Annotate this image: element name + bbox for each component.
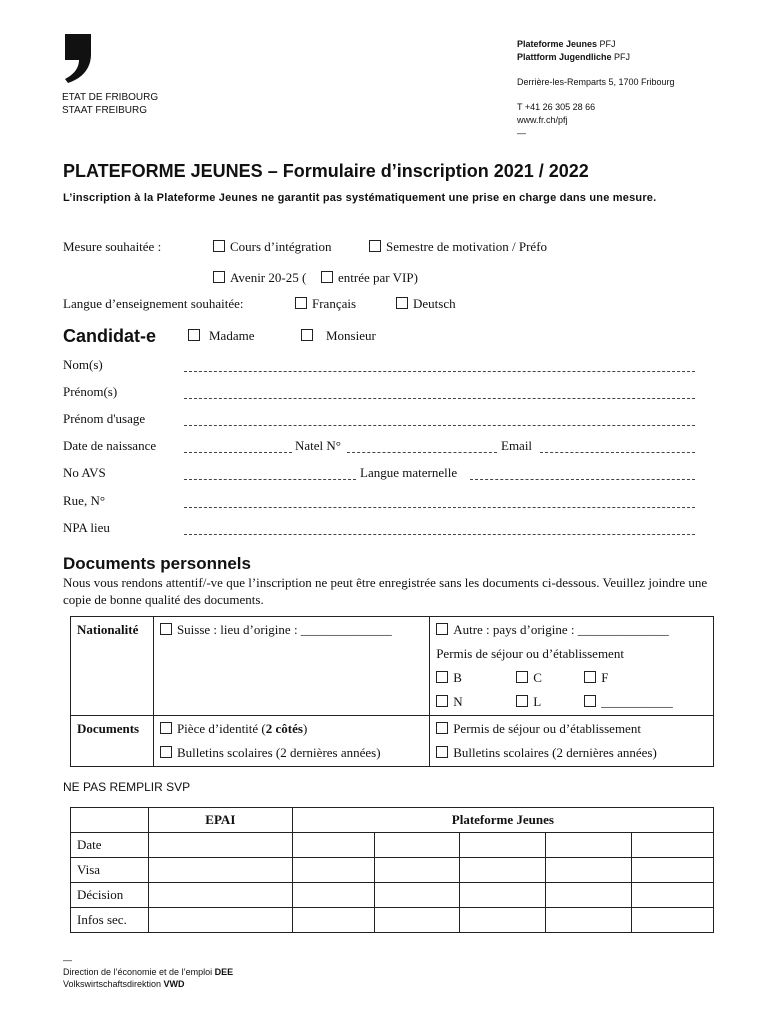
mesure-option-cours[interactable]: Cours d’intégration bbox=[213, 239, 331, 255]
form-title: PLATEFORME JEUNES – Formulaire d’inscription 2021 / 2022 bbox=[63, 161, 589, 181]
langue-option-francais[interactable]: Français bbox=[295, 296, 356, 312]
option-madame[interactable]: Madame bbox=[188, 328, 254, 344]
field-npa[interactable] bbox=[184, 534, 695, 535]
contact-web[interactable]: www.fr.ch/pfj bbox=[517, 115, 568, 125]
label-date-naissance: Date de naissance bbox=[63, 438, 157, 453]
checkbox-icon[interactable] bbox=[369, 240, 381, 252]
option-bulletins-2[interactable]: Bulletins scolaires (2 dernières années) bbox=[436, 745, 707, 761]
checkbox-icon[interactable] bbox=[436, 722, 448, 734]
contact-phone: T +41 26 305 28 66 bbox=[517, 102, 596, 112]
checkbox-icon[interactable] bbox=[213, 271, 225, 283]
permis-row-2 bbox=[436, 694, 707, 710]
state-logo bbox=[62, 34, 94, 89]
option-permis-f[interactable]: F bbox=[584, 670, 608, 686]
office-note: NE PAS REMPLIR SVP bbox=[63, 780, 191, 794]
option-suisse[interactable]: Suisse : lieu d’origine : ______________ bbox=[160, 622, 423, 638]
column-header-epai: EPAI bbox=[148, 808, 292, 833]
contact-address: Derrière-les-Remparts 5, 1700 Fribourg bbox=[517, 77, 675, 87]
option-permis-n[interactable]: N bbox=[436, 694, 516, 710]
field-prenom-usage[interactable] bbox=[184, 425, 695, 426]
intro-text: L’inscription à la Plateforme Jeunes ne garantit pas systématiquement une prise en charge dans une mesure. bbox=[63, 192, 657, 204]
field-prenom[interactable] bbox=[184, 398, 695, 399]
label-langue-maternelle: Langue maternelle bbox=[360, 465, 458, 480]
mesure-label: Mesure souhaitée : bbox=[63, 239, 162, 254]
permis-row-1 bbox=[436, 670, 707, 686]
contact-dash: — bbox=[517, 128, 526, 138]
langue-label: Langue d’enseignement souhaitée: bbox=[63, 296, 244, 311]
label-email: Email bbox=[501, 438, 533, 453]
table-row bbox=[71, 908, 714, 933]
contact-org-fr: Plateforme Jeunes PFJ bbox=[517, 39, 616, 49]
footer bbox=[63, 954, 233, 990]
field-email[interactable] bbox=[540, 452, 695, 453]
contact-org-de: Plattform Jugendliche PFJ bbox=[517, 52, 631, 62]
mesure-option-semestre[interactable]: Semestre de motivation / Préfo bbox=[369, 239, 547, 255]
option-permis-c[interactable]: C bbox=[516, 670, 584, 686]
row-header-nationalite: Nationalité bbox=[71, 617, 154, 716]
checkbox-icon[interactable] bbox=[213, 240, 225, 252]
checkbox-icon[interactable] bbox=[301, 329, 313, 341]
checkbox-icon[interactable] bbox=[295, 297, 307, 309]
documents-text: Nous vous rendons attentif/-ve que l’inscription ne peut être enregistrée sans les documents ci-dessous. Veuillez joindre une copie de bonne qualité des documents. bbox=[63, 575, 708, 607]
footer-line-de: Volkswirtschaftsdirektion VWD bbox=[63, 979, 185, 989]
comma-logo-icon bbox=[62, 34, 94, 84]
checkbox-icon[interactable] bbox=[516, 671, 528, 683]
label-rue: Rue, N° bbox=[63, 493, 106, 508]
checkbox-icon[interactable] bbox=[188, 329, 200, 341]
row-label-date: Date bbox=[71, 833, 149, 858]
checkbox-icon[interactable] bbox=[160, 746, 172, 758]
org-name-de: STAAT FREIBURG bbox=[62, 105, 148, 116]
option-permis-b[interactable]: B bbox=[436, 670, 516, 686]
table-row bbox=[71, 716, 714, 767]
cell-autre bbox=[430, 617, 714, 716]
table-row bbox=[71, 833, 714, 858]
checkbox-icon[interactable] bbox=[516, 695, 528, 707]
candidat-heading: Candidat-e bbox=[63, 326, 157, 346]
table-row bbox=[71, 808, 714, 833]
mesure-option-vip[interactable]: entrée par VIP) bbox=[321, 270, 418, 286]
table-row bbox=[71, 617, 714, 716]
option-permis-other[interactable]: ___________ bbox=[584, 694, 673, 710]
option-permis-document[interactable]: Permis de séjour ou d’établissement bbox=[436, 721, 707, 737]
label-nom: Nom(s) bbox=[63, 357, 103, 372]
checkbox-icon[interactable] bbox=[436, 695, 448, 707]
field-nom[interactable] bbox=[184, 371, 695, 372]
contact-block bbox=[517, 38, 675, 140]
checkbox-icon[interactable] bbox=[160, 623, 172, 635]
checkbox-icon[interactable] bbox=[436, 746, 448, 758]
option-monsieur[interactable]: Monsieur bbox=[301, 328, 376, 344]
cell-documents-left bbox=[153, 716, 429, 767]
field-natel[interactable] bbox=[347, 452, 497, 453]
checkbox-icon[interactable] bbox=[436, 671, 448, 683]
row-label-infos: Infos sec. bbox=[71, 908, 149, 933]
mesure-option-avenir[interactable]: Avenir 20-25 ( bbox=[213, 270, 306, 286]
field-rue[interactable] bbox=[184, 507, 695, 508]
label-prenom: Prénom(s) bbox=[63, 384, 118, 399]
label-npa: NPA lieu bbox=[63, 520, 110, 535]
permis-label: Permis de séjour ou d’établissement bbox=[436, 646, 624, 661]
office-table bbox=[70, 807, 714, 933]
footer-dash: — bbox=[63, 955, 72, 965]
option-piece-identite[interactable]: Pièce d’identité (2 côtés) bbox=[160, 721, 423, 737]
field-langue-maternelle[interactable] bbox=[470, 479, 695, 480]
org-name bbox=[62, 91, 158, 117]
footer-line-fr: Direction de l’économie et de l’emploi DEE bbox=[63, 967, 234, 977]
option-permis-l[interactable]: L bbox=[516, 694, 584, 710]
table-row bbox=[71, 883, 714, 908]
row-label-decision: Décision bbox=[71, 883, 149, 908]
org-name-fr: ETAT DE FRIBOURG bbox=[62, 92, 159, 103]
label-avs: No AVS bbox=[63, 465, 106, 480]
checkbox-icon[interactable] bbox=[321, 271, 333, 283]
documents-heading: Documents personnels bbox=[63, 554, 251, 573]
checkbox-icon[interactable] bbox=[584, 695, 596, 707]
option-bulletins[interactable]: Bulletins scolaires (2 dernières années) bbox=[160, 745, 423, 761]
row-label-visa: Visa bbox=[71, 858, 149, 883]
field-avs[interactable] bbox=[184, 479, 356, 480]
column-header-plateforme: Plateforme Jeunes bbox=[292, 808, 713, 833]
checkbox-icon[interactable] bbox=[436, 623, 448, 635]
documents-table bbox=[70, 616, 714, 767]
cell-suisse bbox=[153, 617, 429, 716]
checkbox-icon[interactable] bbox=[396, 297, 408, 309]
row-header-documents: Documents bbox=[71, 716, 154, 767]
field-date-naissance[interactable] bbox=[184, 452, 292, 453]
option-autre[interactable]: Autre : pays d’origine : ______________ bbox=[436, 622, 707, 638]
checkbox-icon[interactable] bbox=[160, 722, 172, 734]
label-prenom-usage: Prénom d'usage bbox=[63, 411, 146, 426]
checkbox-icon[interactable] bbox=[584, 671, 596, 683]
cell-documents-right bbox=[430, 716, 714, 767]
langue-option-deutsch[interactable]: Deutsch bbox=[396, 296, 456, 312]
table-row bbox=[71, 858, 714, 883]
label-natel: Natel N° bbox=[295, 438, 341, 453]
